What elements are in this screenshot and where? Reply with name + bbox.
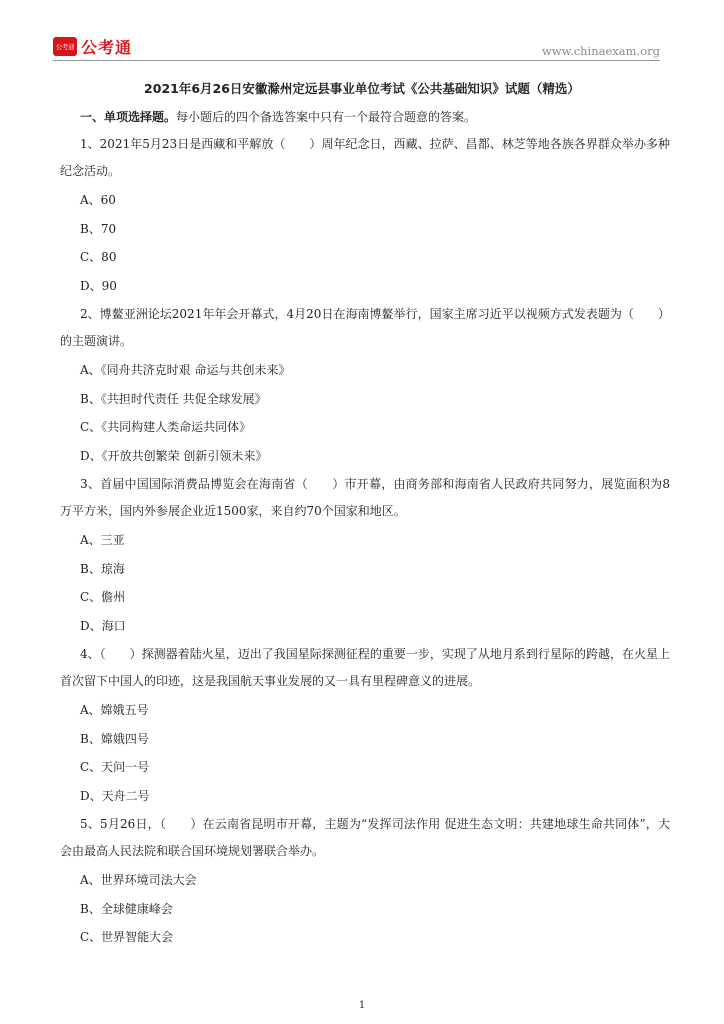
answer-option[interactable]: A、60 <box>80 193 116 207</box>
answer-option[interactable]: A、嫦娥五号 <box>80 703 149 717</box>
question-list <box>60 131 670 957</box>
question-5 <box>60 811 670 957</box>
site-url[interactable]: www.chinaexam.org <box>541 44 660 58</box>
section-instruction: 每小题后的四个备选答案中只有一个最符合题意的答案。 <box>176 110 477 124</box>
answer-option[interactable]: A、三亚 <box>80 533 125 547</box>
answer-option[interactable]: A、《同舟共济克时艰 命运与共创未来》 <box>80 363 291 377</box>
question-2 <box>60 301 670 475</box>
question-stem: 5、5月26日，（ ）在云南省昆明市开幕，主题为“发挥司法作用 促进生态文明：共建地球生命共同体”，大会由最高人民法院和联合国环境规划署联合举办。 <box>60 817 670 858</box>
answer-option[interactable]: C、世界智能大会 <box>80 930 174 944</box>
question-1 <box>60 131 670 305</box>
answer-option[interactable]: D、海口 <box>80 618 126 633</box>
header-divider <box>53 60 660 61</box>
page-number: 1 <box>358 1000 366 1011</box>
answer-option[interactable]: C、儋州 <box>80 590 126 604</box>
answer-option[interactable]: C、《共同构建人类命运共同体》 <box>80 420 252 434</box>
answer-option[interactable]: B、《共担时代责任 共促全球发展》 <box>80 391 267 406</box>
answer-option[interactable]: A、世界环境司法大会 <box>80 873 197 887</box>
answer-option[interactable]: D、天舟二号 <box>80 788 150 803</box>
answer-option[interactable]: B、琼海 <box>80 561 125 576</box>
logo-badge-icon: 公考通 <box>53 37 77 56</box>
document-title: 2021年6月26日安徽滁州定远县事业单位考试《公共基础知识》试题（精选） <box>144 81 580 96</box>
question-3 <box>60 471 670 645</box>
page-header <box>0 0 724 62</box>
answer-option[interactable]: B、全球健康峰会 <box>80 901 173 916</box>
answer-option[interactable]: C、80 <box>80 250 117 264</box>
answer-option[interactable]: B、70 <box>80 221 117 236</box>
logo-text: 公考通 <box>81 38 133 57</box>
question-stem: 3、首届中国国际消费品博览会在海南省（ ）市开幕，由商务部和海南省人民政府共同努力，展览面积为8万平方米，国内外参展企业近1500家，来自约70个国家和地区。 <box>60 477 670 518</box>
question-stem: 1、2021年5月23日是西藏和平解放（ ）周年纪念日，西藏、拉萨、昌都、林芝等地各族各界群众举办多种纪念活动。 <box>60 137 670 178</box>
brand-logo[interactable] <box>53 35 132 58</box>
answer-option[interactable]: D、90 <box>80 278 117 293</box>
document-body <box>60 108 670 957</box>
section-heading: 一、单项选择题。 <box>80 110 177 124</box>
answer-option[interactable]: D、《开放共创繁荣 创新引领未来》 <box>80 448 268 463</box>
answer-option[interactable]: C、天问一号 <box>80 760 150 774</box>
answer-option[interactable]: B、嫦娥四号 <box>80 731 149 746</box>
question-stem: 2、博鳌亚洲论坛2021年年会开幕式，4月20日在海南博鳌举行，国家主席习近平以视频方式发表题为（ ）的主题演讲。 <box>60 307 670 348</box>
question-stem: 4、（ ）探测器着陆火星，迈出了我国星际探测征程的重要一步，实现了从地月系到行星际的跨越，在火星上首次留下中国人的印迹，这是我国航天事业发展的又一具有里程碑意义的进展。 <box>60 647 670 688</box>
question-4 <box>60 641 670 815</box>
